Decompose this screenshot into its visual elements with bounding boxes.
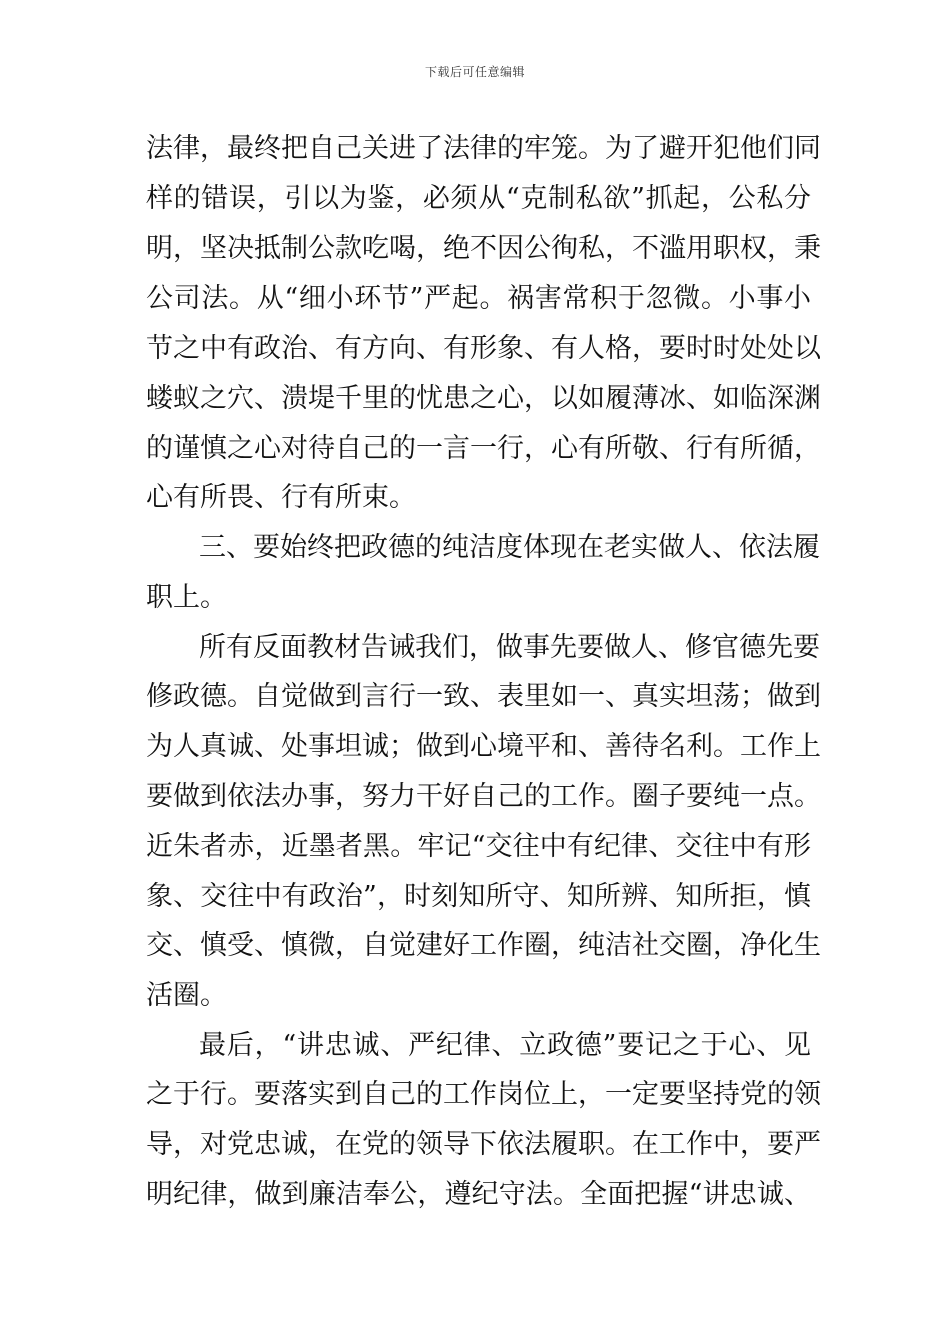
text-line: 交、慎受、慎微，自觉建好工作圈，纯洁社交圈，净化生 xyxy=(146,930,821,961)
page-header-note: 下载后可任意编辑 xyxy=(424,65,525,79)
text-line: 象、交往中有政治”，时刻知所守、知所辨、知所拒，慎 xyxy=(146,881,811,912)
text-line: 修政德。自觉做到言行一致、表里如一、真实坦荡；做到 xyxy=(146,681,821,712)
text-line: 最后，“讲忠诚、严纪律、立政德”要记之于心、见 xyxy=(199,1030,811,1061)
text-line: 蝼蚁之穴、溃堤千里的忧患之心，以如履薄冰、如临深渊 xyxy=(146,383,821,414)
text-line: 为人真诚、处事坦诚；做到心境平和、善待名利。工作上 xyxy=(146,731,821,762)
text-line: 节之中有政治、有方向、有形象、有人格，要时时处处以 xyxy=(146,333,821,364)
text-line: 心有所畏、行有所束。 xyxy=(146,482,416,513)
text-line: 活圈。 xyxy=(146,980,227,1011)
section-heading-line: 三、要始终把政德的纯洁度体现在老实做人、依法履 xyxy=(199,532,820,563)
text-line: 所有反面教材告诫我们，做事先要做人、修官德先要 xyxy=(199,632,820,663)
text-line: 公司法。从“细小环节”严起。祸害常积于忽微。小事小 xyxy=(146,283,811,314)
text-line: 之于行。要落实到自己的工作岗位上，一定要坚持党的领 xyxy=(146,1079,821,1110)
text-line: 的谨慎之心对待自己的一言一行，心有所敬、行有所循， xyxy=(146,433,821,464)
text-line: 要做到依法办事，努力干好自己的工作。圈子要纯一点。 xyxy=(146,781,821,812)
section-heading-line: 职上。 xyxy=(146,582,227,613)
text-line: 法律，最终把自己关进了法律的牢笼。为了避开犯他们同 xyxy=(146,133,821,164)
text-line: 明纪律，做到廉洁奉公，遵纪守法。全面把握“讲忠诚、 xyxy=(146,1179,811,1210)
text-line: 导，对党忠诚，在党的领导下依法履职。在工作中，要严 xyxy=(146,1129,821,1160)
text-line: 样的错误，引以为鉴，必须从“克制私欲”抓起，公私分 xyxy=(146,183,811,214)
text-line: 近朱者赤，近墨者黑。牢记“交往中有纪律、交往中有形 xyxy=(146,831,811,862)
text-line: 明，坚决抵制公款吃喝，绝不因公徇私，不滥用职权，秉 xyxy=(146,233,821,264)
